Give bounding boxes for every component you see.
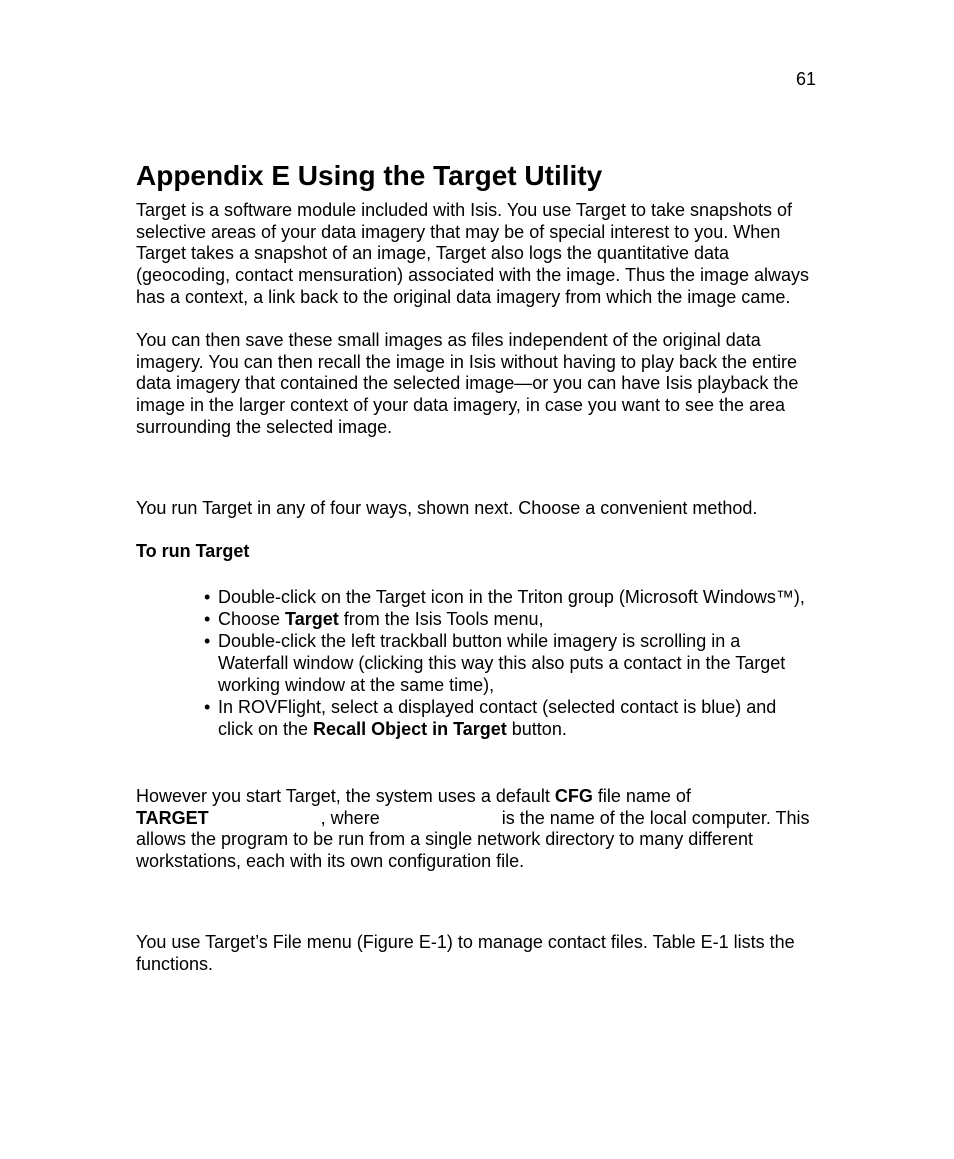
bullet-text: Double-click the left trackball button while imagery is scrolling in a Waterfall window (clicking this way this also puts a contact in the Target working window at the same time), [218,631,786,695]
file-menu-paragraph: You use Target’s File menu (Figure E-1) to manage contact files. Table E-1 lists the functions. [136,932,795,974]
appendix-heading: Appendix E Using the Target Utility [136,160,603,191]
run-methods-list [190,586,810,740]
list-item [190,696,810,740]
bullet-icon: • [204,631,211,651]
page-number: 61 [796,69,817,89]
bullet-text: Double-click on the Target icon in the Triton group (Microsoft Windows™), [218,587,805,607]
cfg-bold-cfg: CFG [554,786,593,806]
cfg-paragraph [136,786,826,873]
run-intro-paragraph: You run Target in any of four ways, shown next. Choose a convenient method. [136,498,758,518]
cfg-text-mid: file name of [592,786,691,806]
bullet-text-post: from the Isis Tools menu, [338,609,544,629]
list-item [190,630,810,696]
run-subheading: To run Target [136,541,250,561]
list-item [190,608,810,630]
list-item [190,586,810,608]
bullet-text-pre: In ROVFlight, select a displayed contact (selected contact is blue) and click on the [218,697,777,739]
cfg-text-where: , where [320,807,380,828]
intro-paragraph-2: You can then save these small images as files independent of the original data imagery. You can then recall the image in Isis without having to play back the entire data imagery that contained the selected image—or you can have Isis playback the image in the larger context of your data imagery, in case you want to see the area surrounding the selected image. [136,330,799,437]
cfg-text-post: is the name of the local computer. This allows the program to be run from a single network directory to many different workstations, each with its own configuration file. [136,807,810,872]
bullet-text-post: button. [506,719,567,739]
intro-paragraph-1: Target is a software module included with Isis. You use Target to take snapshots of selective areas of your data imagery that may be of special interest to you. When Target takes a snapshot of an image, Target also logs the quantitative data (geocoding, contact mensuration) associated with the image. Thus the image always has a context, a link back to the original data imagery from which the image came. [136,200,810,307]
bullet-text-pre: Choose [218,609,286,629]
bullet-text-bold: Target [285,609,339,629]
bullet-text-bold: Recall Object in Target [313,719,507,739]
bullet-icon: • [204,697,211,717]
bullet-icon: • [204,587,211,607]
cfg-text-pre: However you start Target, the system uses a default [136,786,555,806]
bullet-icon: • [204,609,211,629]
cfg-bold-target: TARGET [136,807,209,828]
